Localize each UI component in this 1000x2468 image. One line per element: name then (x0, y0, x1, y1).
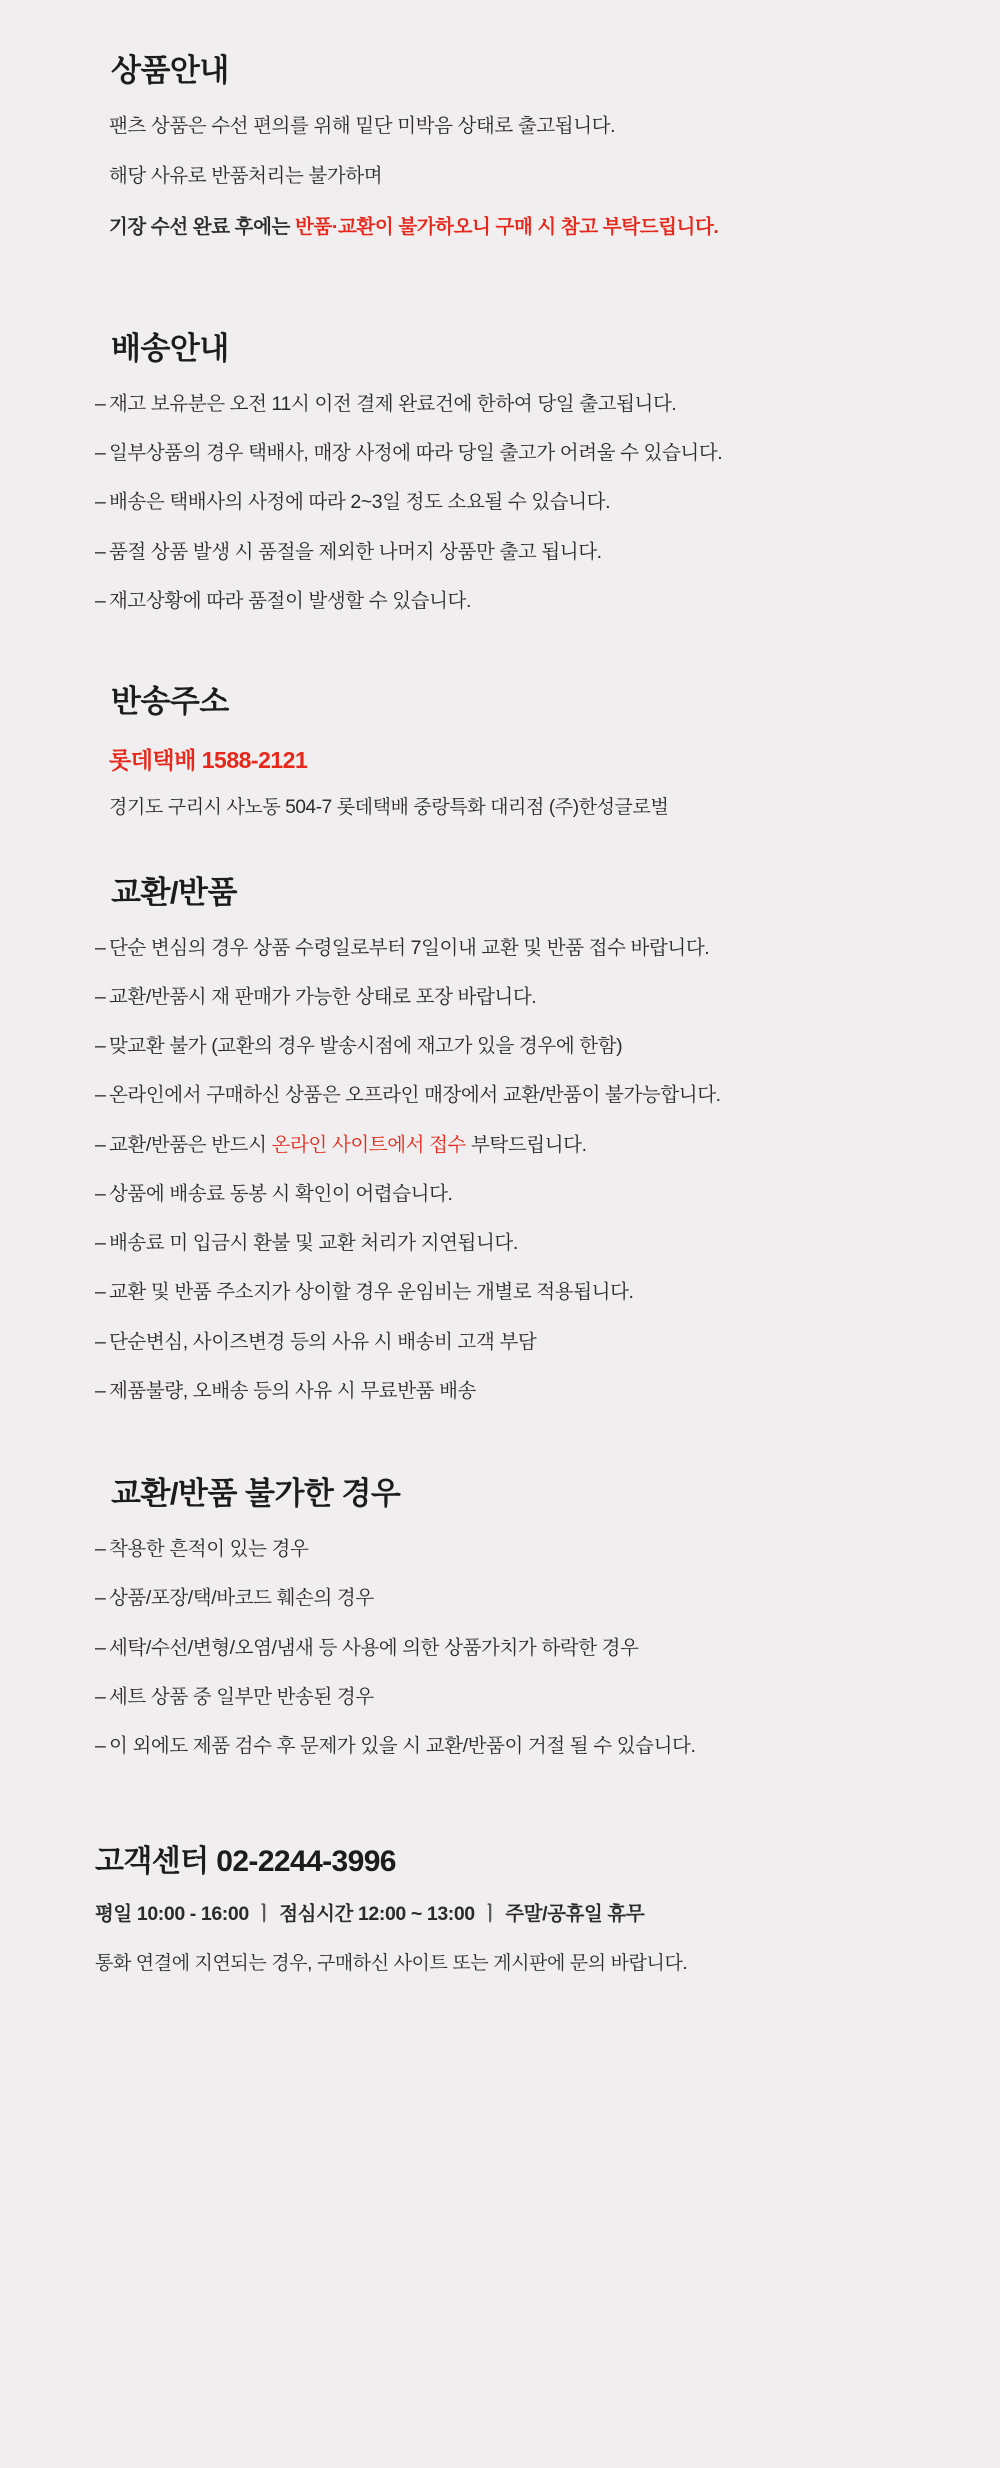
dash-marker: – (95, 936, 106, 959)
hours-weekend: 주말/공휴일 휴무 (505, 1903, 645, 1926)
product-notice-highlight-prefix: 기장 수선 완료 후에는 (109, 215, 296, 238)
dash-marker: – (95, 1379, 106, 1402)
exchange-item-suffix: 부탁드립니다. (465, 1133, 587, 1156)
delivery-item-text: 재고상황에 따라 품절이 발생할 수 있습니다. (109, 589, 471, 612)
delivery-item (95, 488, 905, 517)
delivery-item (95, 587, 905, 616)
not-allowed-item-text: 세트 상품 중 일부만 반송된 경우 (109, 1685, 374, 1708)
section-return-address (0, 676, 1000, 819)
spacer-5 (0, 1781, 1000, 1836)
not-allowed-item (95, 1634, 905, 1663)
exchange-item (95, 1278, 905, 1307)
dash-marker: – (95, 1685, 106, 1708)
section-customer-center (0, 1836, 1000, 1975)
section-exchange-return (0, 867, 1000, 1407)
exchange-item (95, 1377, 905, 1406)
return-address-detail: 경기도 구리시 사노동 504-7 롯데택배 중랑특화 대리점 (주)한성글로벌 (109, 796, 669, 818)
exchange-item-text: 교환 및 반품 주소지가 상이할 경우 운임비는 개별로 적용됩니다. (109, 1281, 634, 1304)
customer-center-title: 고객센터 02-2244-3996 (95, 1845, 396, 1879)
spacer-2 (0, 636, 1000, 676)
spacer-1 (0, 263, 1000, 323)
dash-marker: – (95, 1133, 106, 1156)
delivery-item-text: 배송은 택배사의 사정에 따라 2~3일 정도 소요될 수 있습니다. (109, 491, 611, 514)
exchange-item-text: 맞교환 불가 (교환의 경우 발송시점에 재고가 있을 경우에 한함) (109, 1035, 623, 1057)
not-allowed-item-text: 이 외에도 제품 검수 후 문제가 있을 시 교환/반품이 거절 될 수 있습니다. (109, 1735, 696, 1757)
dash-marker: – (95, 1182, 106, 1205)
dash-marker: – (95, 540, 106, 563)
section-title-delivery: 배송안내 (111, 330, 229, 366)
dash-marker: – (95, 491, 106, 514)
exchange-item (95, 1081, 905, 1110)
hours-separator-1: ㅣ (254, 1903, 274, 1926)
product-notice-line-1: 팬츠 상품은 수선 편의를 위해 밑단 미박음 상태로 출고됩니다. (109, 115, 616, 137)
section-title-return-address: 반송주소 (111, 684, 229, 719)
not-allowed-item (95, 1732, 905, 1761)
section-not-allowed (0, 1468, 1000, 1761)
dash-marker: – (95, 1330, 106, 1353)
exchange-item-highlight: 온라인 사이트에서 접수 (271, 1133, 466, 1156)
exchange-item-text: 배송료 미 입금시 환불 및 교환 처리가 지연됩니다. (109, 1232, 518, 1254)
not-allowed-item (95, 1584, 905, 1613)
section-delivery (0, 323, 1000, 616)
exchange-item (95, 983, 905, 1012)
delivery-item (95, 538, 905, 567)
dash-marker: – (95, 1538, 106, 1560)
not-allowed-item-text: 착용한 흔적이 있는 경우 (109, 1538, 309, 1560)
exchange-item-text: 단순 변심의 경우 상품 수령일로부터 7일이내 교환 및 반품 접수 바랍니다. (109, 936, 710, 959)
hours-separator-2: ㅣ (480, 1903, 500, 1926)
exchange-item-text: 제품불량, 오배송 등의 사유 시 무료반품 배송 (109, 1379, 476, 1402)
product-notice-line-2: 해당 사유로 반품처리는 불가하며 (109, 165, 383, 188)
exchange-item-text: 온라인에서 구매하신 상품은 오프라인 매장에서 교환/반품이 불가능합니다. (109, 1084, 721, 1107)
exchange-item-text: 상품에 배송료 동봉 시 확인이 어렵습니다. (109, 1182, 453, 1205)
not-allowed-item-text: 세탁/수선/변형/오염/냄새 등 사용에 의한 상품가치가 하락한 경우 (109, 1636, 639, 1659)
product-notice-highlight-line (109, 213, 905, 242)
delivery-item-text: 재고 보유분은 오전 11시 이전 결제 완료건에 한하여 당일 출고됩니다. (109, 392, 677, 415)
not-allowed-item-text: 상품/포장/택/바코드 훼손의 경우 (109, 1587, 374, 1610)
dash-marker: – (95, 1636, 106, 1659)
not-allowed-item (95, 1683, 905, 1712)
spacer-3 (0, 819, 1000, 867)
customer-center-hours (95, 1898, 905, 1926)
dash-marker: – (95, 392, 106, 415)
exchange-item-prefix: 교환/반품은 반드시 (109, 1133, 272, 1156)
product-notice-highlight-red: 반품·교환이 불가하오니 구매 시 참고 부탁드립니다. (295, 215, 719, 238)
return-address-courier: 롯데택배 1588-2121 (109, 747, 308, 773)
section-title-not-allowed: 교환/반품 불가한 경우 (111, 1476, 401, 1511)
dash-marker: – (95, 1735, 106, 1757)
dash-marker: – (95, 1232, 106, 1254)
exchange-item (95, 1328, 905, 1357)
exchange-item (95, 934, 905, 963)
dash-marker: – (95, 985, 106, 1008)
exchange-item (95, 1229, 905, 1258)
section-title-exchange-return: 교환/반품 (111, 874, 237, 910)
exchange-item-text: 교환/반품시 재 판매가 가능한 상태로 포장 바랍니다. (109, 985, 537, 1008)
dash-marker: – (95, 1035, 106, 1057)
exchange-item-online (95, 1131, 905, 1160)
spacer-4 (0, 1426, 1000, 1468)
exchange-item (95, 1180, 905, 1209)
delivery-item (95, 439, 905, 468)
customer-center-note: 통화 연결에 지연되는 경우, 구매하신 사이트 또는 게시판에 문의 바랍니다. (95, 1953, 688, 1975)
exchange-item-text: 단순변심, 사이즈변경 등의 사유 시 배송비 고객 부담 (109, 1330, 537, 1353)
dash-marker: – (95, 1587, 106, 1610)
section-title-product-notice: 상품안내 (111, 53, 229, 88)
dash-marker: – (95, 589, 106, 612)
hours-lunch: 점심시간 12:00 ~ 13:00 (279, 1903, 475, 1926)
delivery-item-text: 품절 상품 발생 시 품절을 제외한 나머지 상품만 출고 됩니다. (109, 540, 602, 563)
delivery-item-text: 일부상품의 경우 택배사, 매장 사정에 따라 당일 출고가 어려울 수 있습니다. (109, 442, 723, 464)
hours-weekday: 평일 10:00 - 16:00 (95, 1903, 249, 1926)
exchange-item (95, 1032, 905, 1061)
dash-marker: – (95, 1084, 106, 1107)
dash-marker: – (95, 1281, 106, 1304)
not-allowed-item (95, 1535, 905, 1564)
dash-marker: – (95, 442, 106, 464)
delivery-item (95, 390, 905, 419)
section-product-notice (0, 0, 1000, 242)
